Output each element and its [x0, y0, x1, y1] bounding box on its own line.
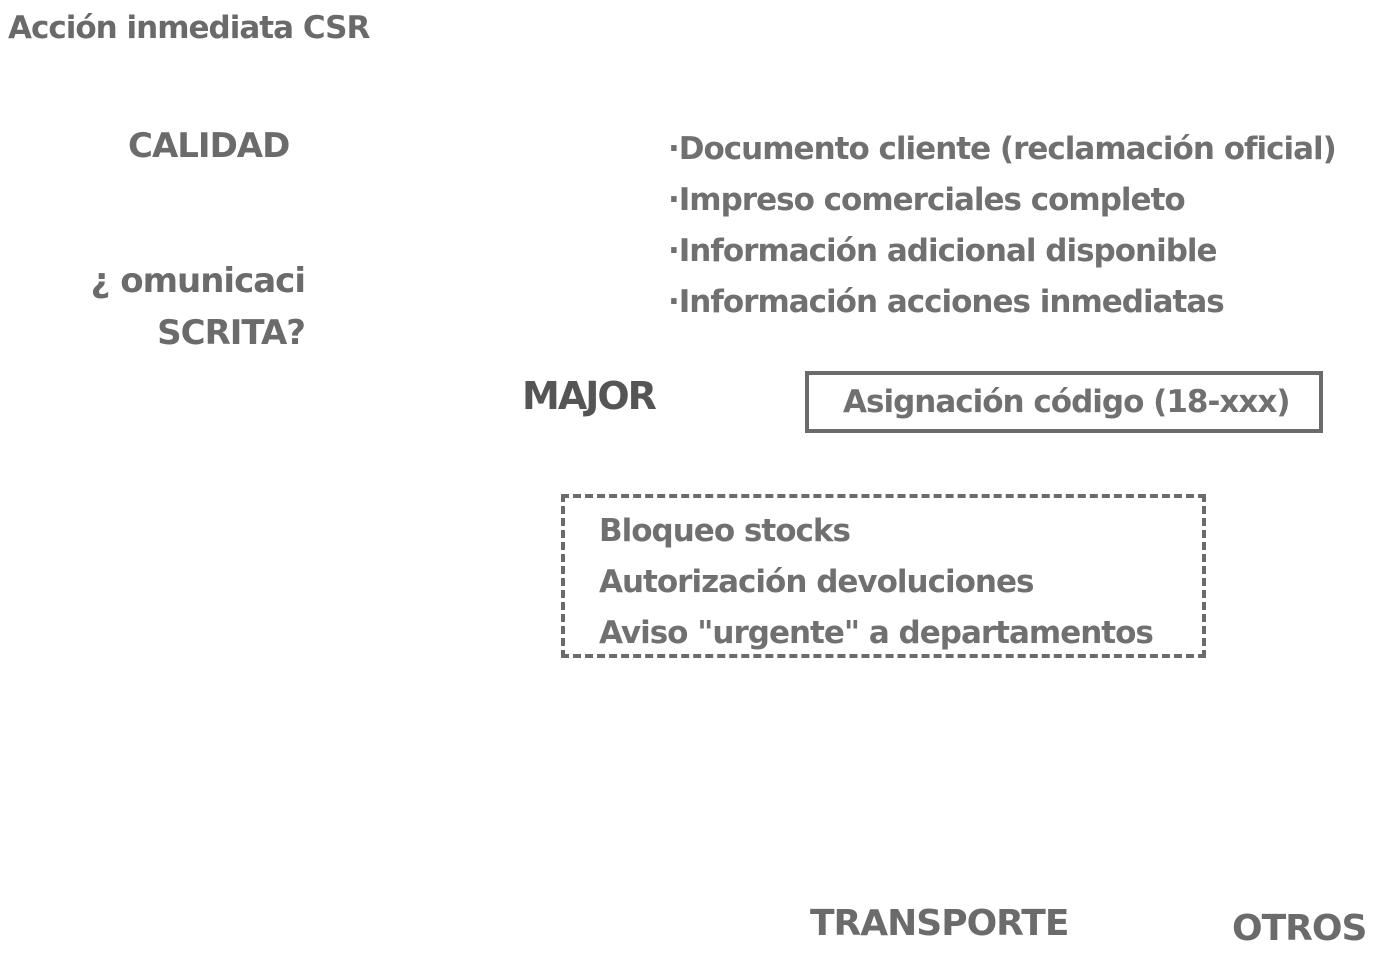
requirement-item: ·Información adicional disponible [668, 233, 1217, 269]
question-line-2: SCRITA? [157, 313, 305, 353]
category-transporte: TRANSPORTE [810, 903, 1069, 944]
severity-major: MAJOR [522, 374, 655, 418]
action-item: Aviso "urgente" a departamentos [599, 615, 1153, 651]
action-item: Bloqueo stocks [599, 513, 850, 549]
page-title: Acción inmediata CSR [8, 10, 370, 46]
question-written-communication [40, 255, 305, 359]
requirements-list [668, 124, 1336, 328]
requirement-item: ·Impreso comerciales completo [668, 182, 1185, 218]
category-calidad: CALIDAD [128, 126, 290, 166]
code-assignment-label: Asignación código (18-xxx) [843, 384, 1290, 420]
action-item: Autorización devoluciones [599, 564, 1034, 600]
actions-box [561, 494, 1206, 658]
question-line-1: ¿ omunicaci [90, 261, 305, 301]
requirement-item: ·Información acciones inmediatas [668, 284, 1224, 320]
requirement-item: ·Documento cliente (reclamación oficial) [668, 131, 1336, 167]
code-assignment-box [805, 371, 1323, 433]
actions-list [565, 498, 1202, 659]
category-otros: OTROS [1232, 908, 1367, 949]
